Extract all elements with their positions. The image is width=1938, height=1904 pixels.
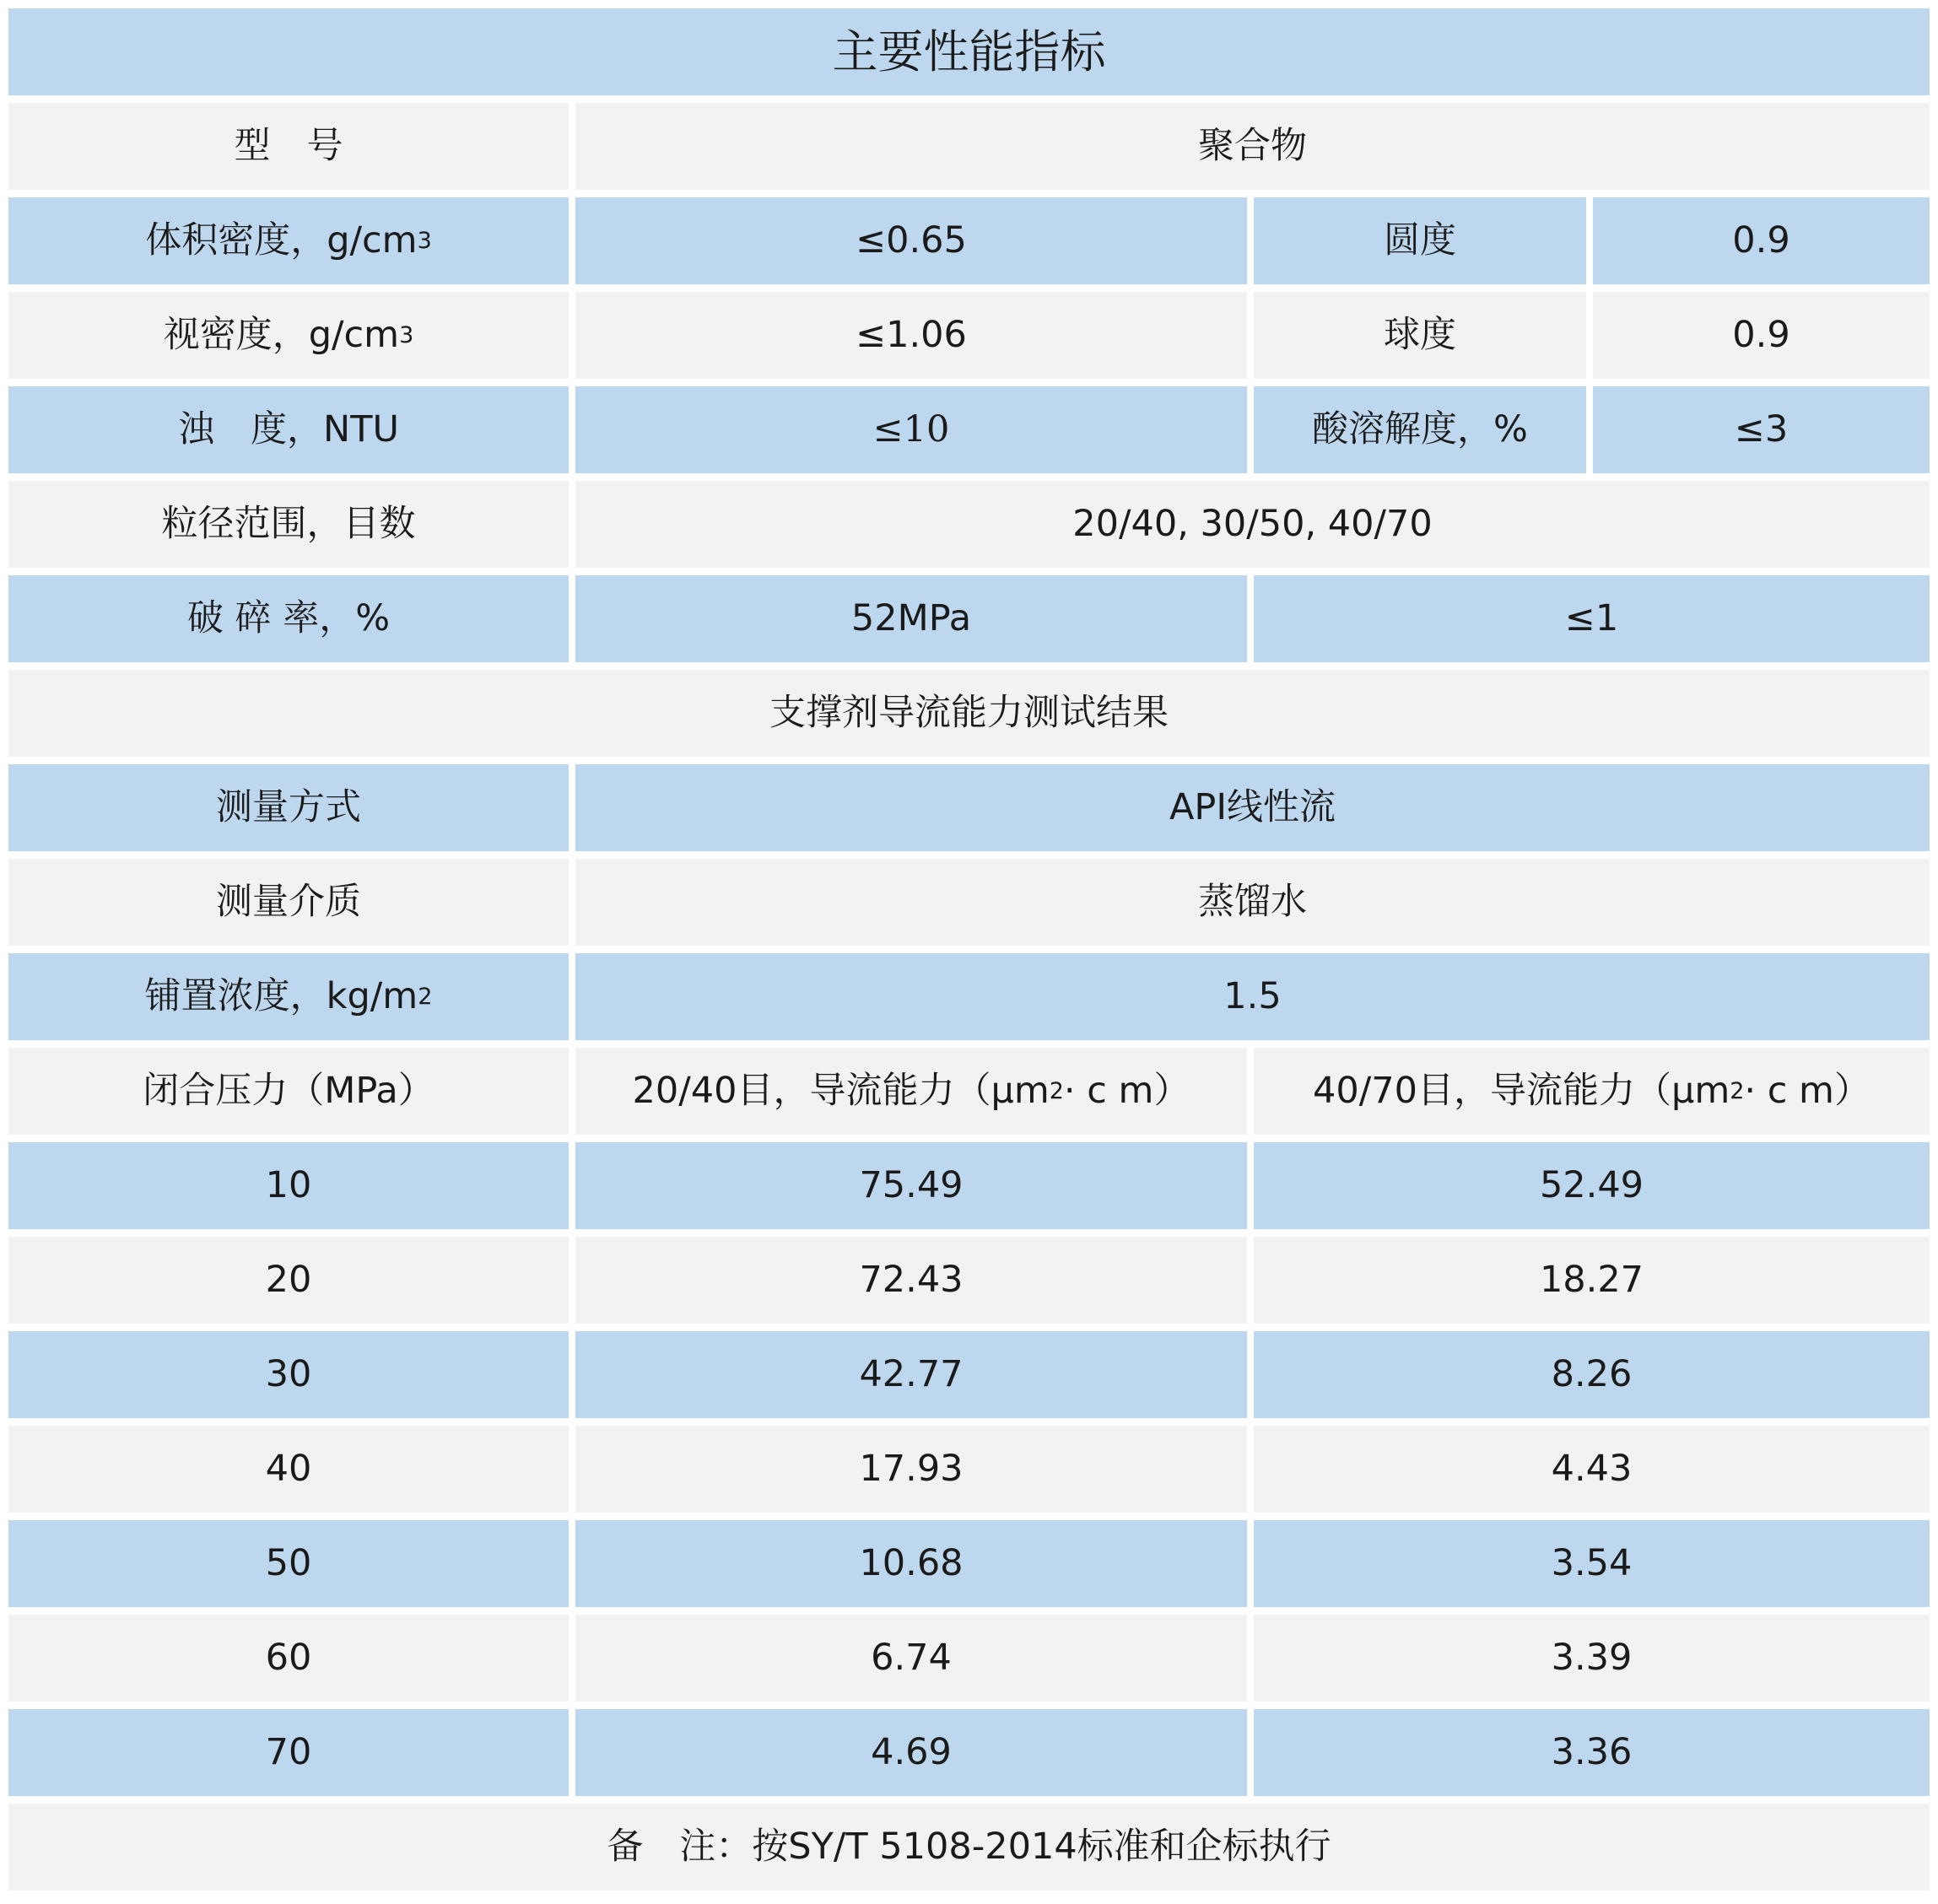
acid-solubility-value: ≤3 [1593, 386, 1930, 473]
row-6-mesh-20-40: 6.74 [575, 1615, 1247, 1702]
row-1-mesh-40-70: 52.49 [1254, 1142, 1930, 1229]
bulk-density-label: 体积密度，g/cm 3 [8, 197, 569, 284]
crush-rate-value: ≤1 [1254, 575, 1930, 662]
particle-size-value: 20/40, 30/50, 40/70 [575, 481, 1930, 568]
apparent-density-label: 视密度，g/cm 3 [8, 292, 569, 379]
header-mesh-20-40: 20/40目，导流能力（μm 2 · c m） [575, 1048, 1247, 1135]
spec-title: 主要性能指标 [8, 8, 1930, 95]
bulk-density-label-text: 体积密度，g/cm [145, 219, 418, 262]
medium-value: 蒸馏水 [575, 859, 1930, 946]
row-7-mesh-40-70: 3.36 [1254, 1709, 1930, 1796]
method-label: 测量方式 [8, 764, 569, 851]
row-5-mesh-40-70: 3.54 [1254, 1520, 1930, 1607]
acid-solubility-label: 酸溶解度，% [1254, 386, 1586, 473]
model-value: 聚合物 [575, 103, 1930, 190]
concentration-value: 1.5 [575, 953, 1930, 1040]
row-2-mesh-20-40: 72.43 [575, 1237, 1247, 1324]
header-mesh-40-70: 40/70目，导流能力（μm 2 · c m） [1254, 1048, 1930, 1135]
row-3-pressure: 30 [8, 1331, 569, 1418]
row-3-mesh-20-40: 42.77 [575, 1331, 1247, 1418]
method-value: API线性流 [575, 764, 1930, 851]
row-4-mesh-20-40: 17.93 [575, 1426, 1247, 1513]
turbidity-value: ≤10 [575, 386, 1247, 473]
header-mesh-40-70-text: 40/70目，导流能力（μm [1313, 1070, 1730, 1112]
row-7-mesh-20-40: 4.69 [575, 1709, 1247, 1796]
row-5-mesh-20-40: 10.68 [575, 1520, 1247, 1607]
sphericity-label: 球度 [1254, 292, 1586, 379]
row-1-mesh-20-40: 75.49 [575, 1142, 1247, 1229]
row-3-mesh-40-70: 8.26 [1254, 1331, 1930, 1418]
header-mesh-20-40-text: 20/40目，导流能力（μm [632, 1070, 1050, 1112]
roundness-label: 圆度 [1254, 197, 1586, 284]
row-6-mesh-40-70: 3.39 [1254, 1615, 1930, 1702]
header-pressure: 闭合压力（MPa） [8, 1048, 569, 1135]
model-label: 型 号 [8, 103, 569, 190]
apparent-density-value: ≤1.06 [575, 292, 1247, 379]
crush-rate-pressure: 52MPa [575, 575, 1247, 662]
concentration-label-text: 铺置浓度，kg/m [144, 975, 418, 1017]
turbidity-label: 浊 度，NTU [8, 386, 569, 473]
row-4-pressure: 40 [8, 1426, 569, 1513]
row-2-pressure: 20 [8, 1237, 569, 1324]
header-mesh-20-40-tail: · c m） [1063, 1070, 1190, 1112]
header-mesh-40-70-tail: · c m） [1744, 1070, 1871, 1112]
roundness-value: 0.9 [1593, 197, 1930, 284]
sphericity-value: 0.9 [1593, 292, 1930, 379]
particle-size-label: 粒径范围，目数 [8, 481, 569, 568]
row-5-pressure: 50 [8, 1520, 569, 1607]
concentration-label: 铺置浓度，kg/m 2 [8, 953, 569, 1040]
medium-label: 测量介质 [8, 859, 569, 946]
conductivity-title: 支撑剂导流能力测试结果 [8, 670, 1930, 757]
apparent-density-label-text: 视密度，g/cm [163, 314, 400, 356]
row-7-pressure: 70 [8, 1709, 569, 1796]
row-4-mesh-40-70: 4.43 [1254, 1426, 1930, 1513]
row-2-mesh-40-70: 18.27 [1254, 1237, 1930, 1324]
crush-rate-label: 破 碎 率，% [8, 575, 569, 662]
row-1-pressure: 10 [8, 1142, 569, 1229]
footnote: 备 注：按SY/T 5108-2014标准和企标执行 [8, 1804, 1930, 1891]
row-6-pressure: 60 [8, 1615, 569, 1702]
bulk-density-value: ≤0.65 [575, 197, 1247, 284]
